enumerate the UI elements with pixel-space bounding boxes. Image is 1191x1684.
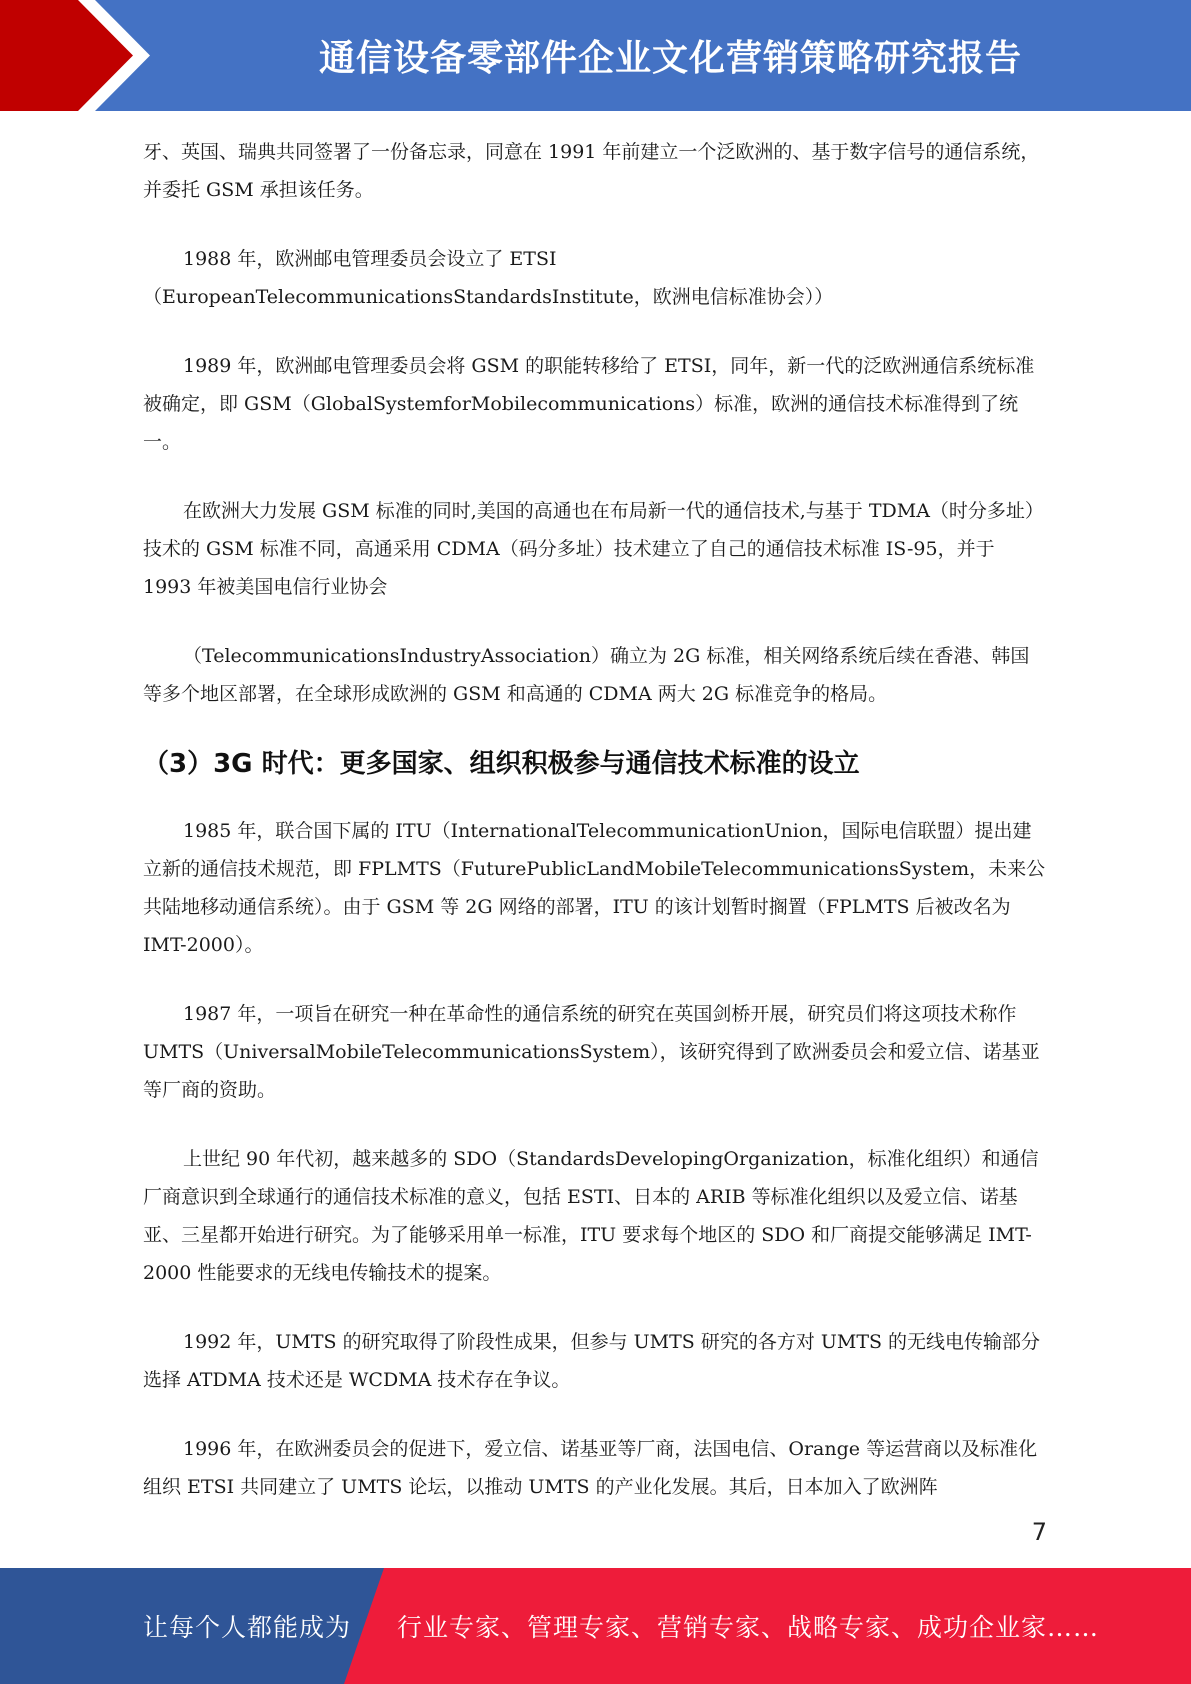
paragraph: 1987 年，一项旨在研究一种在革命性的通信系统的研究在英国剑桥开展，研究员们将这项技术称作 UMTS（UniversalMobileTelecommunicationsSystem），该研究得到了欧洲委员会和爱立信、诺基亚等厂商的资助。 [143,1003,1040,1101]
paragraph: 1989 年，欧洲邮电管理委员会将 GSM 的职能转移给了 ETSI，同年，新一代的泛欧洲通信系统标准被确定，即 GSM（GlobalSystemforMobilecommunications）标准，欧洲的通信技术标准得到了统一。 [143,355,1035,453]
paragraph: 上世纪 90 年代初，越来越多的 SDO（StandardsDevelopingOrganization，标准化组织）和通信厂商意识到全球通行的通信技术标准的意义，包括 ESTI、日本的 ARIB 等标准化组织以及爱立信、诺基亚、三星都开始进行研究。为了能够采用单一标准，ITU 要求每个地区的 SDO 和厂商提交能够满足 IMT-2000 性能要求的无线电传输技术的提案。 [143,1148,1039,1284]
paragraph: 在欧洲大力发展 GSM 标准的同时,美国的高通也在布局新一代的通信技术,与基于 TDMA（时分多址）技术的 GSM 标准不同，高通采用 CDMA（码分多址）技术建立了自己的通信技术标准 IS-95，并于 1993 年被美国电信行业协会 [143,500,1044,598]
paragraph: 1992 年，UMTS 的研究取得了阶段性成果，但参与 UMTS 研究的各方对 UMTS 的无线电传输部分选择 ATDMA 技术还是 WCDMA 技术存在争议。 [143,1331,1041,1391]
page-header [0,0,1191,111]
document-body [143,133,1048,1537]
header-arrow-icon [0,0,160,111]
footer-slogan-roles: 行业专家、管理专家、营销专家、战略专家、成功企业家…… [397,1613,1100,1642]
paragraph: 1996 年，在欧洲委员会的促进下，爱立信、诺基亚等厂商，法国电信、Orange 等运营商以及标准化组织 ETSI 共同建立了 UMTS 论坛，以推动 UMTS 的产业化发展。其后，日本加入了欧洲阵 [143,1438,1038,1498]
footer-slogan-lead: 让每个人都能成为 [143,1613,352,1642]
page-number: 7 [1031,1518,1047,1546]
page-footer [0,1568,1191,1684]
section-heading: （3）3G 时代：更多国家、组织积极参与通信技术标准的设立 [143,749,860,779]
report-title: 通信设备零部件企业文化营销策略研究报告 [318,38,1022,79]
paragraph: （TelecommunicationsIndustryAssociation）确立为 2G 标准，相关网络系统后续在香港、韩国等多个地区部署，在全球形成欧洲的 GSM 和高通的 CDMA 两大 2G 标准竞争的格局。 [143,645,1030,705]
paragraph: 1988 年，欧洲邮电管理委员会设立了 ETSI （EuropeanTelecommunicationsStandardsInstitute，欧洲电信标准协会）） [143,248,834,308]
paragraph: 1985 年，联合国下属的 ITU（InternationalTelecommunicationUnion，国际电信联盟）提出建立新的通信技术规范，即 FPLMTS（FuturePublicLandMobileTelecommunicationsSystem，未来公共陆地移动通信系统）。由于 GSM 等 2G 网络的部署，ITU 的该计划暂时搁置（FPLMTS 后被改名为 IMT-2000）。 [143,820,1046,956]
paragraph: 牙、英国、瑞典共同签署了一份备忘录，同意在 1991 年前建立一个泛欧洲的、基于数字信号的通信系统，并委托 GSM 承担该任务。 [143,141,1040,201]
